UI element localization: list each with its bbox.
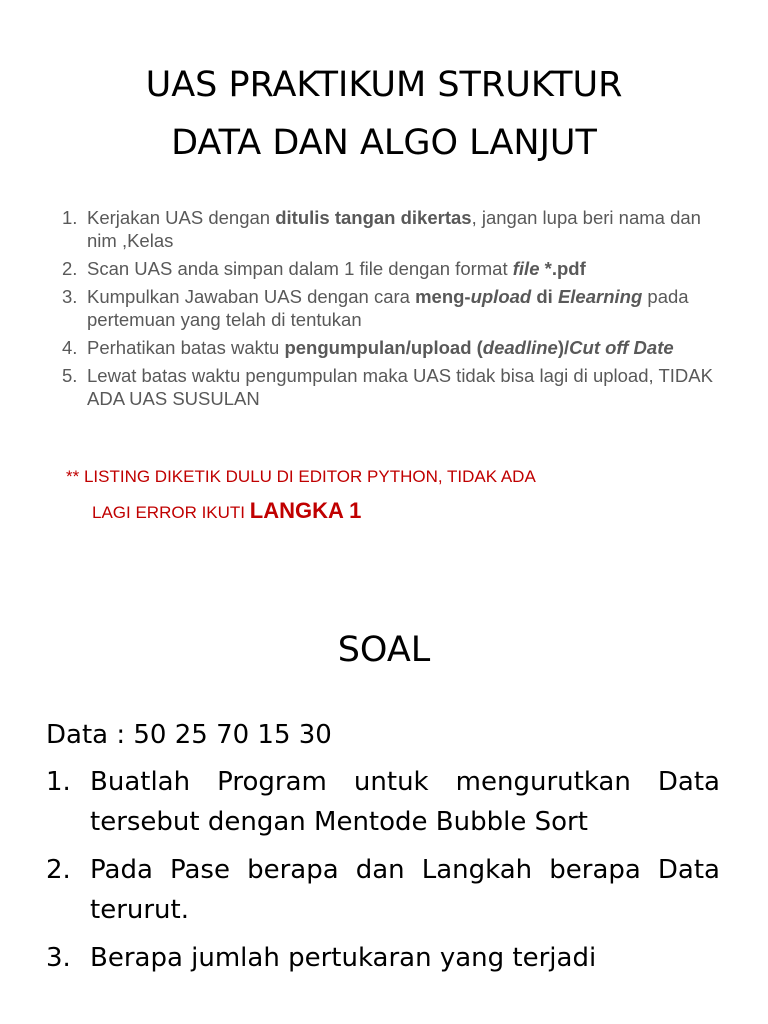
page-title (0, 56, 768, 172)
note-line-1: ** LISTING DIKETIK DULU DI EDITOR PYTHON, TIDAK ADA (66, 467, 536, 486)
question-number: 2. (46, 855, 71, 885)
instruction-emphasis: Cut off Date (569, 337, 674, 358)
instruction-item-5 (62, 364, 722, 410)
instruction-emphasis: upload (470, 286, 532, 307)
title-line-2: DATA DAN ALGO LANJUT (171, 123, 597, 163)
instruction-item-3 (62, 285, 722, 331)
instruction-item-2 (62, 257, 722, 280)
instruction-number: 5. (62, 365, 78, 386)
instruction-emphasis: deadline (482, 337, 558, 358)
question-item-2 (46, 850, 720, 930)
instruction-emphasis: Elearning (557, 286, 643, 307)
question-text: Berapa jumlah pertukaran yang terjadi (90, 943, 597, 973)
instruction-emphasis: pengumpulan/upload ( (284, 337, 483, 358)
instruction-text: pada pertemuan yang telah di tentukan (87, 286, 689, 330)
listing-note (66, 463, 726, 527)
title-line-1: UAS PRAKTIKUM STRUKTUR (145, 65, 623, 105)
instruction-item-4 (62, 336, 722, 359)
data-line: Data : 50 25 70 15 30 (46, 720, 332, 750)
instruction-text: Perhatikan batas waktu (87, 337, 285, 358)
instruction-emphasis: file (512, 258, 540, 279)
instruction-number: 2. (62, 258, 78, 279)
instruction-text: Scan UAS anda simpan dalam 1 file dengan format (87, 258, 513, 279)
question-number: 3. (46, 943, 71, 973)
instruction-number: 4. (62, 337, 78, 358)
note-line-2 (66, 497, 726, 527)
instruction-text: Kerjakan UAS dengan (87, 207, 276, 228)
note-prefix: LAGI ERROR IKUTI (92, 503, 250, 522)
question-item-3 (46, 938, 720, 978)
note-emphasis: LANGKA 1 (249, 498, 362, 523)
instruction-emphasis: meng- (415, 286, 471, 307)
question-text: Pada Pase berapa dan Langkah berapa Data terurut. (90, 855, 720, 925)
soal-heading: SOAL (337, 630, 431, 670)
instruction-emphasis: )/ (557, 337, 570, 358)
question-text: Buatlah Program untuk mengurutkan Data tersebut dengan Mentode Bubble Sort (90, 767, 720, 837)
instructions-list (62, 206, 722, 415)
instruction-number: 1. (62, 207, 78, 228)
instruction-emphasis: di (531, 286, 558, 307)
questions-section (46, 715, 720, 986)
instruction-number: 3. (62, 286, 78, 307)
instruction-text: , jangan lupa beri nama dan nim ,Kelas (87, 207, 701, 251)
question-number: 1. (46, 767, 71, 797)
instruction-item-1 (62, 206, 722, 252)
instruction-text: Kumpulkan Jawaban UAS dengan cara (87, 286, 416, 307)
question-item-1 (46, 762, 720, 842)
instruction-emphasis: ditulis tangan dikertas (275, 207, 472, 228)
instruction-emphasis: *.pdf (539, 258, 586, 279)
instruction-text: Lewat batas waktu pengumpulan maka UAS tidak bisa lagi di upload, TIDAK ADA UAS SUSULAN (87, 365, 713, 409)
